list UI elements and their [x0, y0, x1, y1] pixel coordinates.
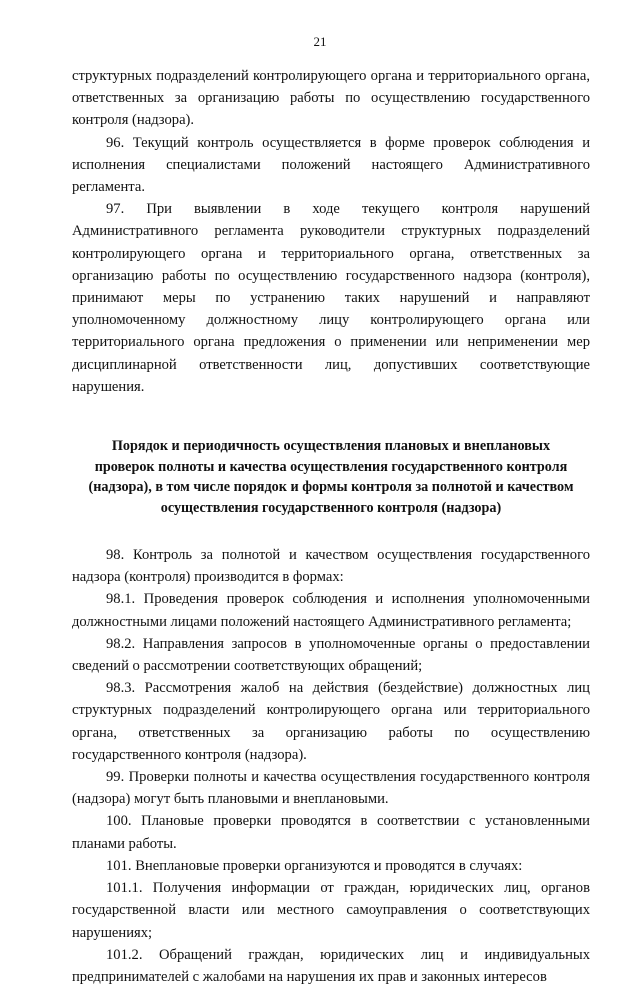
- paragraph-101-2: 101.2. Обращений граждан, юридических лиц и индивидуальных предпринимателей с жалобами на нарушения их прав и законных интересов: [72, 946, 590, 985]
- paragraph-98-2: 98.2. Направления запросов в уполномоченные органы о предоставлении сведений о рассмотрении соответствующих обращений;: [72, 635, 590, 675]
- paragraph-101-1: 101.1. Получения информации от граждан, юридических лиц, органов государственной власти или местного самоуправления о соответствующих нарушениях;: [72, 880, 590, 941]
- document-body: [72, 65, 590, 988]
- paragraph-97: 97. При выявлении в ходе текущего контроля нарушений Административного регламента руководители структурных подразделений контролирующего органа и территориального органа, ответственных за организацию работы по осуществлению государственного надзора (контроля), принимают меры по устранению таких нарушений и направляют уполномоченному должностному лицу контролирующего органа или территориального органа предложения о применении или неприменении мер дисциплинарной ответственности лиц, допустивших соответствующие нарушения.: [72, 201, 590, 395]
- paragraph-98-1: 98.1. Проведения проверок соблюдения и исполнения уполномоченными должностными лицами положений настоящего Административного регламента;: [72, 591, 590, 630]
- paragraph-99: 99. Проверки полноты и качества осуществления государственного контроля (надзора) могут быть плановыми и внеплановыми.: [72, 769, 590, 808]
- paragraph-101: 101. Внеплановые проверки организуются и проводятся в случаях:: [106, 857, 523, 874]
- paragraph-96: 96. Текущий контроль осуществляется в форме проверок соблюдения и исполнения специалистами положений настоящего Административного регламента.: [72, 134, 590, 196]
- paragraph-98-3: 98.3. Рассмотрения жалоб на действия (бездействие) должностных лиц структурных подразделений контролирующего органа или территориального органа, ответственных за организацию работы по осуществлению государственного контроля (надзора).: [72, 680, 590, 763]
- section-heading: Порядок и периодичность осуществления плановых и внеплановых проверок полноты и качества осуществления государственного контроля (надзора), в том числе порядок и формы контроля за полнотой и качеством осуществления государственного контроля (надзора): [88, 438, 574, 516]
- paragraph-continuation: структурных подразделений контролирующего органа и территориального органа, ответственных за организацию работы по осуществлению государственного контроля (надзора).: [72, 68, 590, 129]
- page-number: 21: [313, 34, 327, 49]
- paragraph-100: 100. Плановые проверки проводятся в соответствии с установленными планами работы.: [72, 813, 590, 852]
- paragraph-98: 98. Контроль за полнотой и качеством осуществления государственного надзора (контроля) производится в формах:: [72, 547, 590, 586]
